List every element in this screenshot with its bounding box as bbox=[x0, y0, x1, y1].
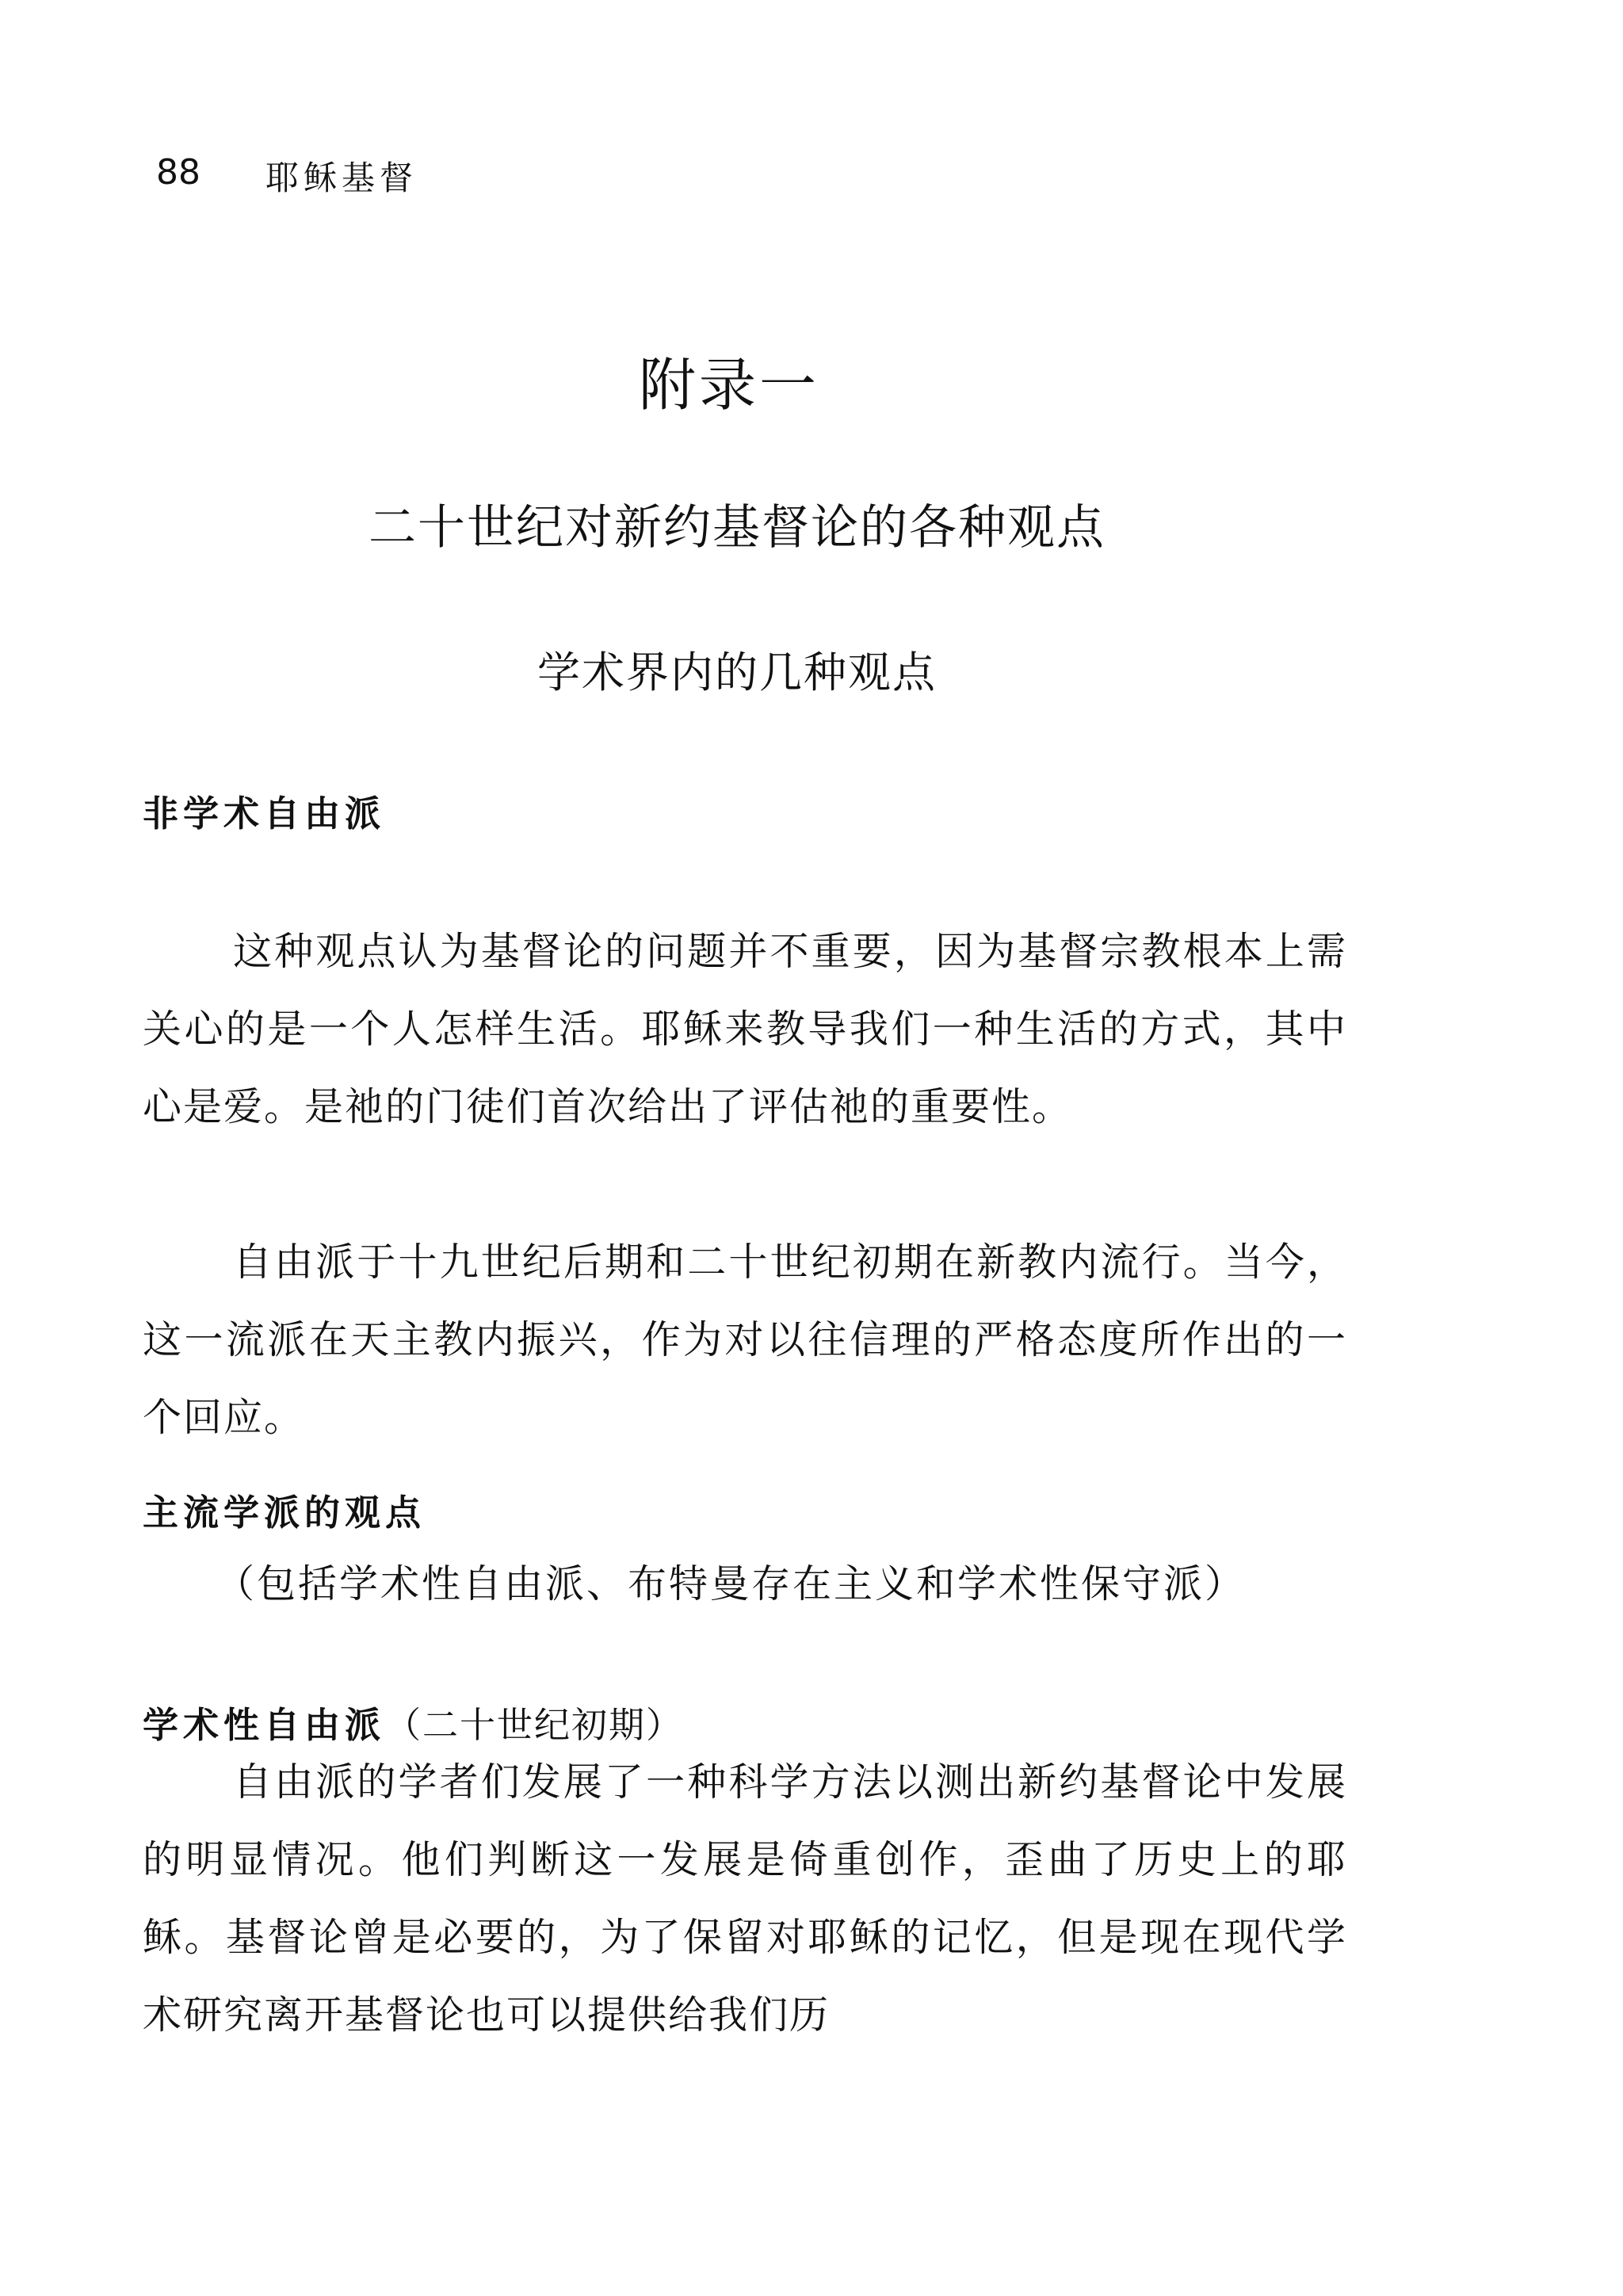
page-number: 88 bbox=[156, 152, 200, 193]
heading-mainstream-views: 主流学派的观点 bbox=[143, 1492, 426, 1534]
paragraph-2: 自由派于十九世纪后期和二十世纪初期在新教内流行。当今，这一流派在天主教内振兴，作为对以往信理的严格态度所作出的一个回应。 bbox=[143, 1240, 1347, 1440]
heading-academic-liberal-label: 学术性自由派 bbox=[143, 1704, 386, 1746]
heading-non-academic-liberal: 非学术自由派 bbox=[143, 793, 386, 835]
section-title: 学术界内的几种观点 bbox=[537, 648, 937, 697]
paragraph-3: 自由派的学者们发展了一种科学方法以测出新约基督论中发展的明显情况。他们判断这一发展是倚重创作，歪曲了历史上的耶稣。基督论曾是必要的，为了保留对耶稣的记忆，但是现在现代学术研究离开基督论也可以提供给我们历 bbox=[143, 1759, 1347, 2038]
running-head-title: 耶稣基督 bbox=[265, 159, 418, 197]
appendix-title: 附录一 bbox=[638, 352, 819, 418]
heading-academic-liberal bbox=[143, 1696, 683, 1748]
chapter-title: 二十世纪对新约基督论的各种观点 bbox=[369, 500, 1106, 556]
mainstream-note: （包括学术性自由派、布特曼存在主义和学术性保守派） bbox=[216, 1561, 1247, 1606]
heading-academic-liberal-period: （二十世纪初期） bbox=[385, 1704, 684, 1746]
paragraph-1: 这种观点认为基督论的问题并不重要，因为基督宗教根本上需关心的是一个人怎样生活。耶稣来教导我们一种生活的方式，其中心是爱。是祂的门徒们首次给出了评估祂的重要性。 bbox=[143, 929, 1347, 1129]
